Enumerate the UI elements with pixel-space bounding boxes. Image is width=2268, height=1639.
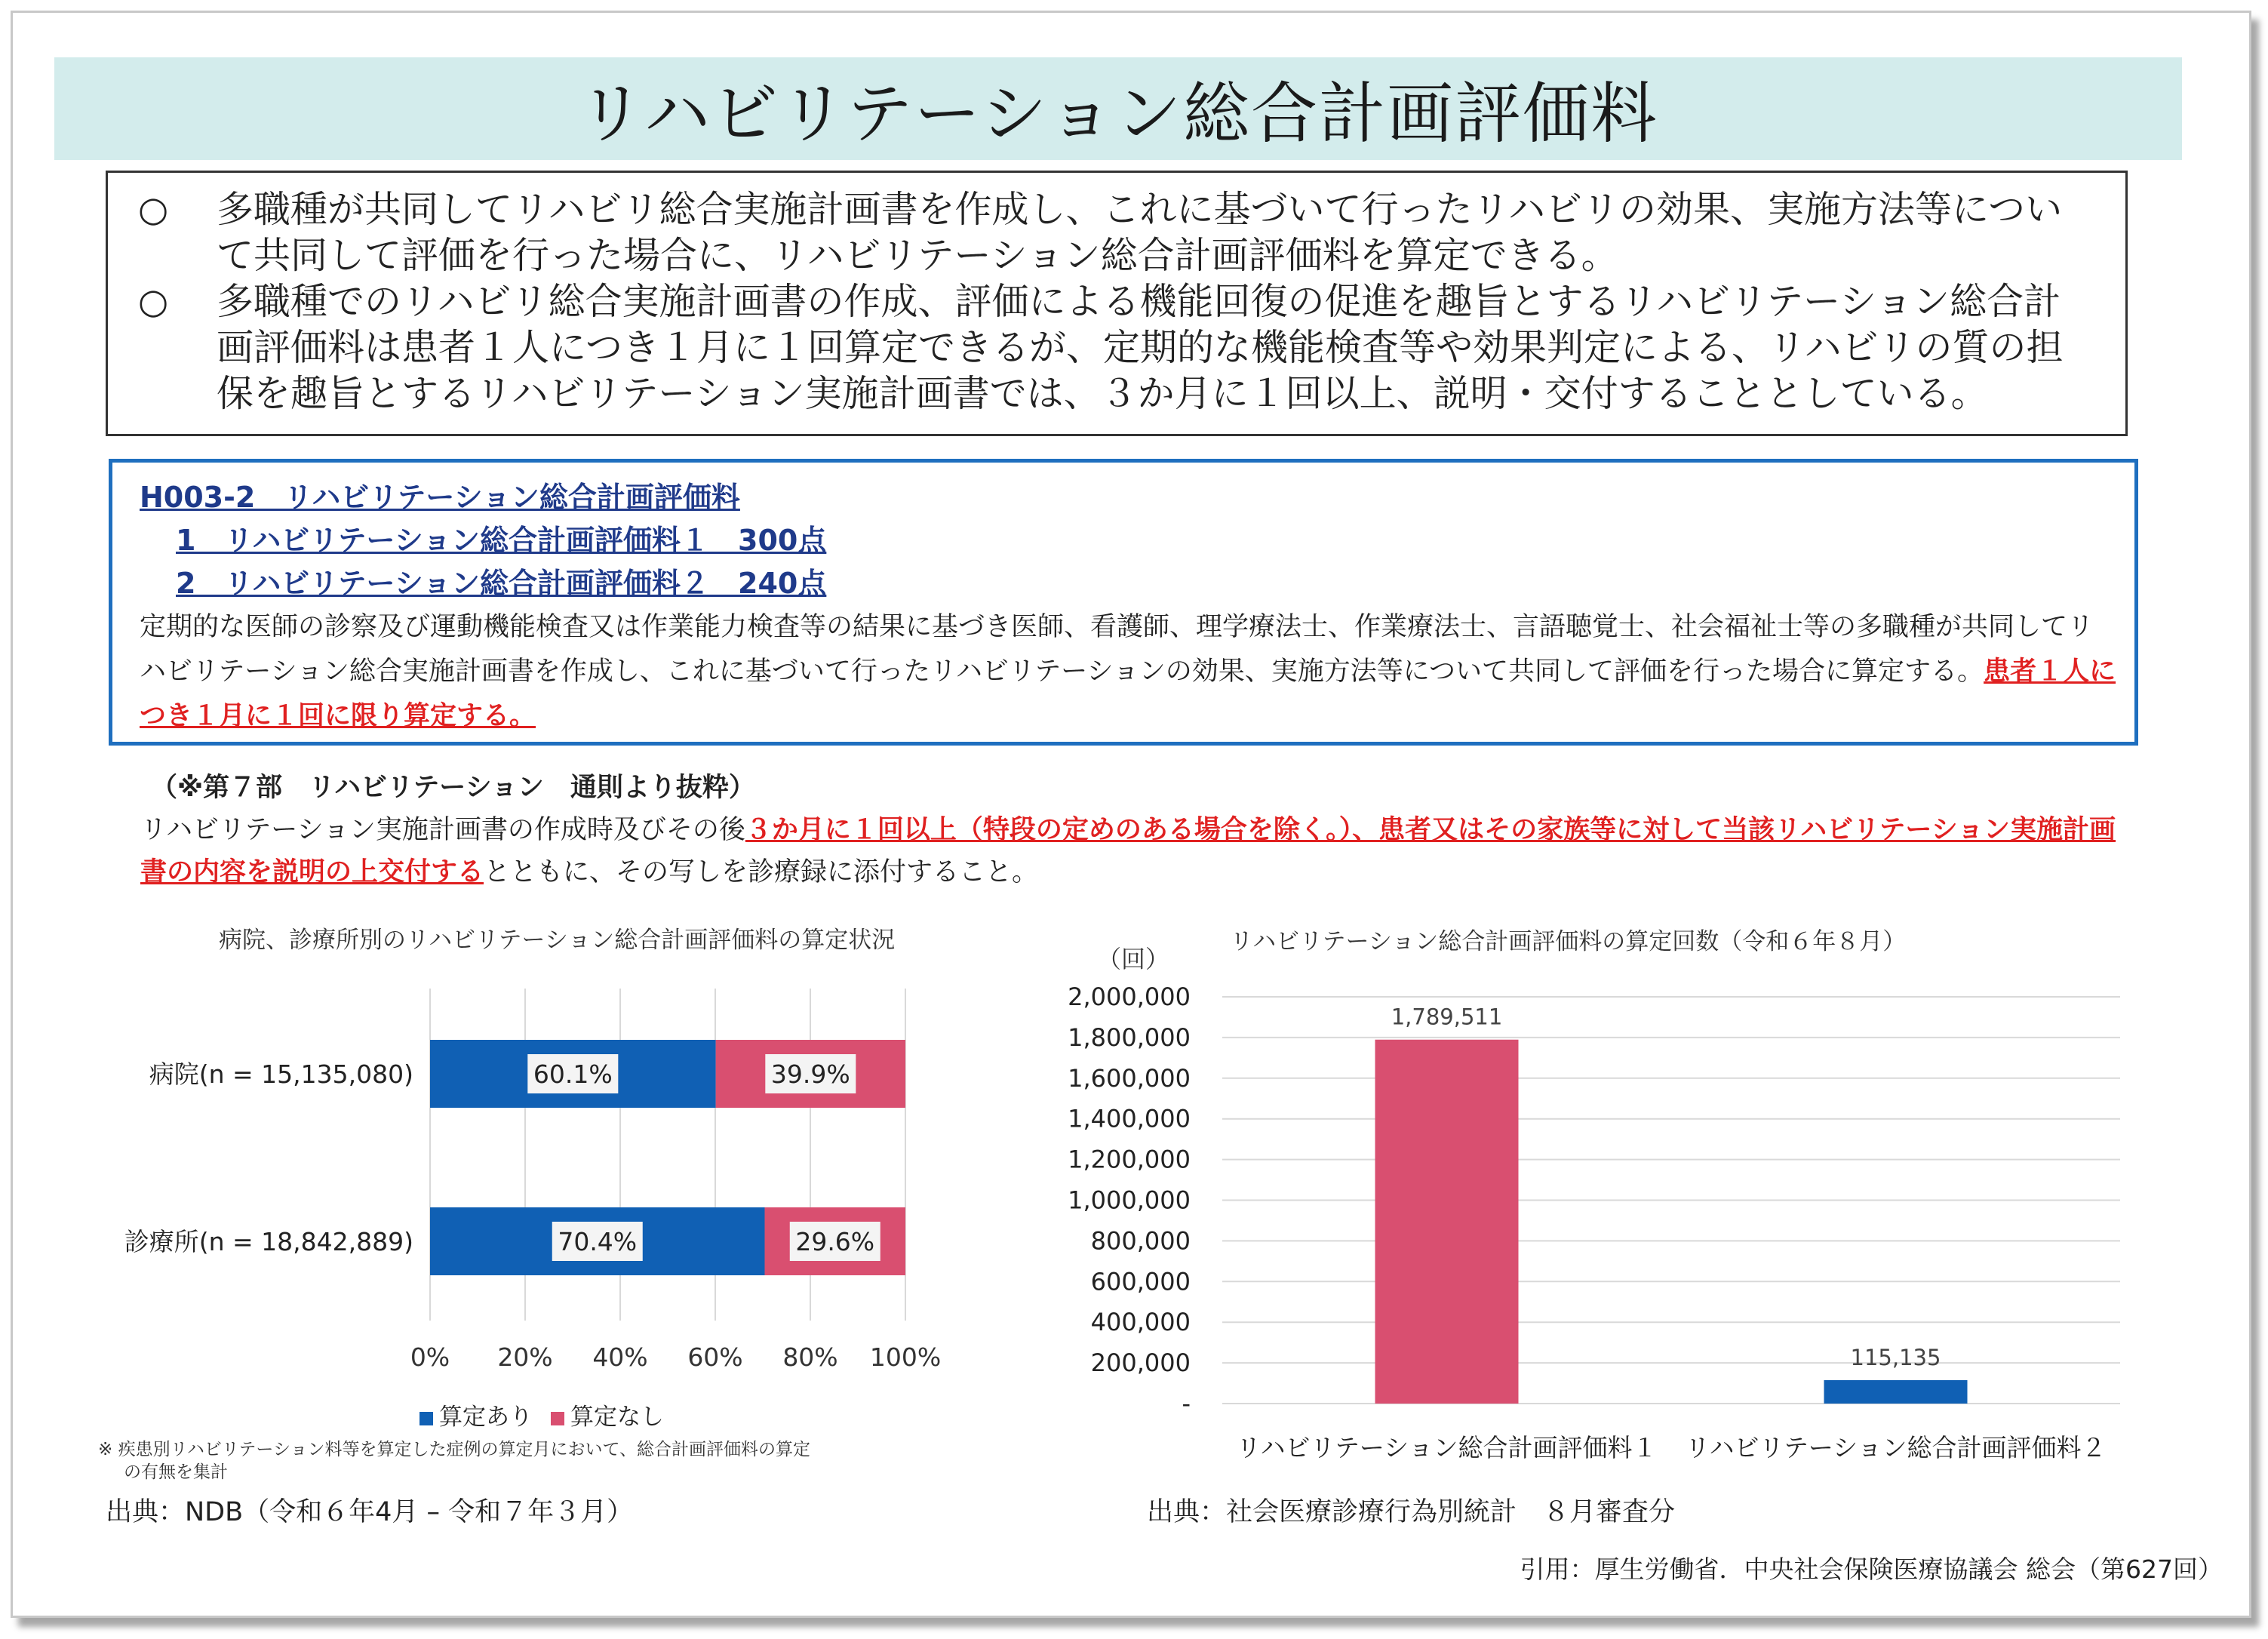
x-tick-label: 20% bbox=[497, 1342, 553, 1372]
left-chart-source: 出典：NDB（令和６年4月 – 令和７年３月） bbox=[106, 1497, 634, 1527]
page-title: リハビリテーション総合計画評価料 bbox=[577, 75, 1659, 152]
fee-code-heading: H003-2 リハビリテーション総合計画評価料 bbox=[140, 481, 740, 514]
rule-excerpt-body bbox=[140, 809, 2132, 893]
left-chart bbox=[91, 973, 981, 1381]
category-label: リハビリテーション総合計画評価料１ bbox=[1236, 1433, 1658, 1462]
data-label: 115,135 bbox=[1850, 1344, 1941, 1370]
bar bbox=[1375, 1040, 1519, 1404]
y-tick-label: - bbox=[1182, 1389, 1191, 1418]
x-tick-label: 0% bbox=[410, 1342, 450, 1372]
category-label: 病院(n = 15,135,080) bbox=[149, 1059, 413, 1089]
data-label: 1,789,511 bbox=[1391, 1004, 1503, 1030]
fee-item-1: 1 リハビリテーション総合計画評価料１ 300点 bbox=[176, 524, 827, 557]
fee-description bbox=[140, 605, 2118, 739]
y-tick-label: 400,000 bbox=[1090, 1308, 1191, 1337]
bullet-circle-icon: ○ bbox=[138, 189, 169, 229]
summary-text: 多職種が共同してリハビリ総合実施計画書を作成し、これに基づいて行ったリハビリの効果、実施方法等について共同して評価を行った場合に、リハビリテーション総合計画評価料を算定できる。 bbox=[217, 188, 2063, 277]
right-chart-source: 出典：社会医療診療行為別統計 ８月審査分 bbox=[1147, 1497, 1676, 1527]
legend-label: 算定なし bbox=[570, 1404, 664, 1431]
fee-description-text: 定期的な医師の診察及び運動機能検査又は作業能力検査等の結果に基づき医師、看護師、理学療法士、作業療法士、言語聴覚士、社会福祉士等の多職種が共同してリハビリテーション総合実施計画書を作成し、これに基づいて行ったリハビリテーションの効果、実施方法等について共同して評価を行った場合に算定する。 bbox=[140, 612, 2094, 687]
left-chart-footnote bbox=[98, 1438, 810, 1484]
footnote-line: の有無を集計 bbox=[124, 1462, 228, 1482]
legend-swatch-icon bbox=[419, 1412, 433, 1425]
y-tick-label: 1,800,000 bbox=[1068, 1022, 1191, 1052]
data-label: 39.9% bbox=[770, 1059, 850, 1089]
legend-item-yes bbox=[419, 1398, 533, 1431]
bullet-circle-icon: ○ bbox=[138, 281, 169, 321]
summary-box bbox=[106, 171, 2128, 436]
right-chart bbox=[1041, 973, 2128, 1471]
y-tick-label: 1,400,000 bbox=[1068, 1104, 1191, 1133]
data-label: 60.1% bbox=[533, 1059, 613, 1089]
x-tick-label: 40% bbox=[592, 1342, 648, 1372]
category-label: リハビリテーション総合計画評価料２ bbox=[1685, 1433, 2107, 1462]
data-label: 29.6% bbox=[795, 1227, 875, 1256]
y-tick-label: 800,000 bbox=[1090, 1226, 1191, 1256]
rule-text-after: とともに、その写しを診療録に添付すること。 bbox=[484, 857, 1039, 887]
summary-bullet bbox=[138, 278, 2095, 417]
y-tick-label: 1,000,000 bbox=[1068, 1185, 1191, 1215]
legend-swatch-icon bbox=[551, 1412, 564, 1425]
fee-code-box bbox=[109, 459, 2138, 746]
data-label: 70.4% bbox=[558, 1227, 638, 1256]
fee-item-2: 2 リハビリテーション総合計画評価料２ 240点 bbox=[176, 567, 827, 600]
left-chart-legend bbox=[419, 1398, 664, 1431]
y-tick-label: 600,000 bbox=[1090, 1267, 1191, 1296]
x-tick-label: 80% bbox=[782, 1342, 838, 1372]
citation: 引用：厚生労働省．中央社会保険医療協議会 総会（第627回） bbox=[1520, 1554, 2223, 1584]
rule-text-before: リハビリテーション実施計画書の作成時及びその後 bbox=[140, 815, 745, 845]
rule-excerpt-heading: （※第７部 リハビリテーション 通則より抜粋） bbox=[151, 773, 755, 803]
right-chart-title: リハビリテーション総合計画評価料の算定回数（令和６年８月） bbox=[1230, 928, 1907, 955]
left-chart-title: 病院、診療所別のリハビリテーション総合計画評価料の算定状況 bbox=[219, 927, 896, 954]
x-tick-label: 100% bbox=[869, 1342, 942, 1372]
rule-text-emphasis: ３か月に１回以上（特段の定めのある場合を除く。）、患者又はその家族等に対して当該リハビリテーション実施計画書の内容を説明の上交付する bbox=[140, 815, 2116, 887]
category-label: 診療所(n = 18,842,889) bbox=[124, 1227, 413, 1256]
summary-text: 多職種でのリハビリ総合実施計画書の作成、評価による機能回復の促進を趣旨とするリハビリテーション総合計画評価料は患者１人につき１月に１回算定できるが、定期的な機能検査等や効果判定による、リハビリの質の担保を趣旨とするリハビリテーション実施計画書では、３か月に１回以上、説明・交付することとしている。 bbox=[217, 280, 2064, 415]
y-tick-label: 2,000,000 bbox=[1068, 982, 1191, 1011]
legend-label: 算定あり bbox=[439, 1404, 533, 1431]
y-tick-label: 200,000 bbox=[1090, 1348, 1191, 1378]
y-tick-label: 1,600,000 bbox=[1068, 1063, 1191, 1093]
title-bar bbox=[54, 57, 2182, 160]
x-tick-label: 60% bbox=[687, 1342, 743, 1372]
footnote-line: ※ 疾患別リハビリテーション料等を算定した症例の算定月において、総合計画評価料の算定 bbox=[98, 1440, 811, 1459]
summary-bullet bbox=[138, 186, 2095, 278]
y-tick-label: 1,200,000 bbox=[1068, 1145, 1191, 1174]
bar bbox=[1824, 1380, 1968, 1404]
right-chart-unit: （回） bbox=[1097, 945, 1170, 973]
rule-excerpt bbox=[140, 767, 2132, 893]
fee-description-emphasis: 患者１人につき１月に１回に限り算定する。 bbox=[140, 657, 2116, 731]
legend-item-no bbox=[551, 1398, 664, 1431]
